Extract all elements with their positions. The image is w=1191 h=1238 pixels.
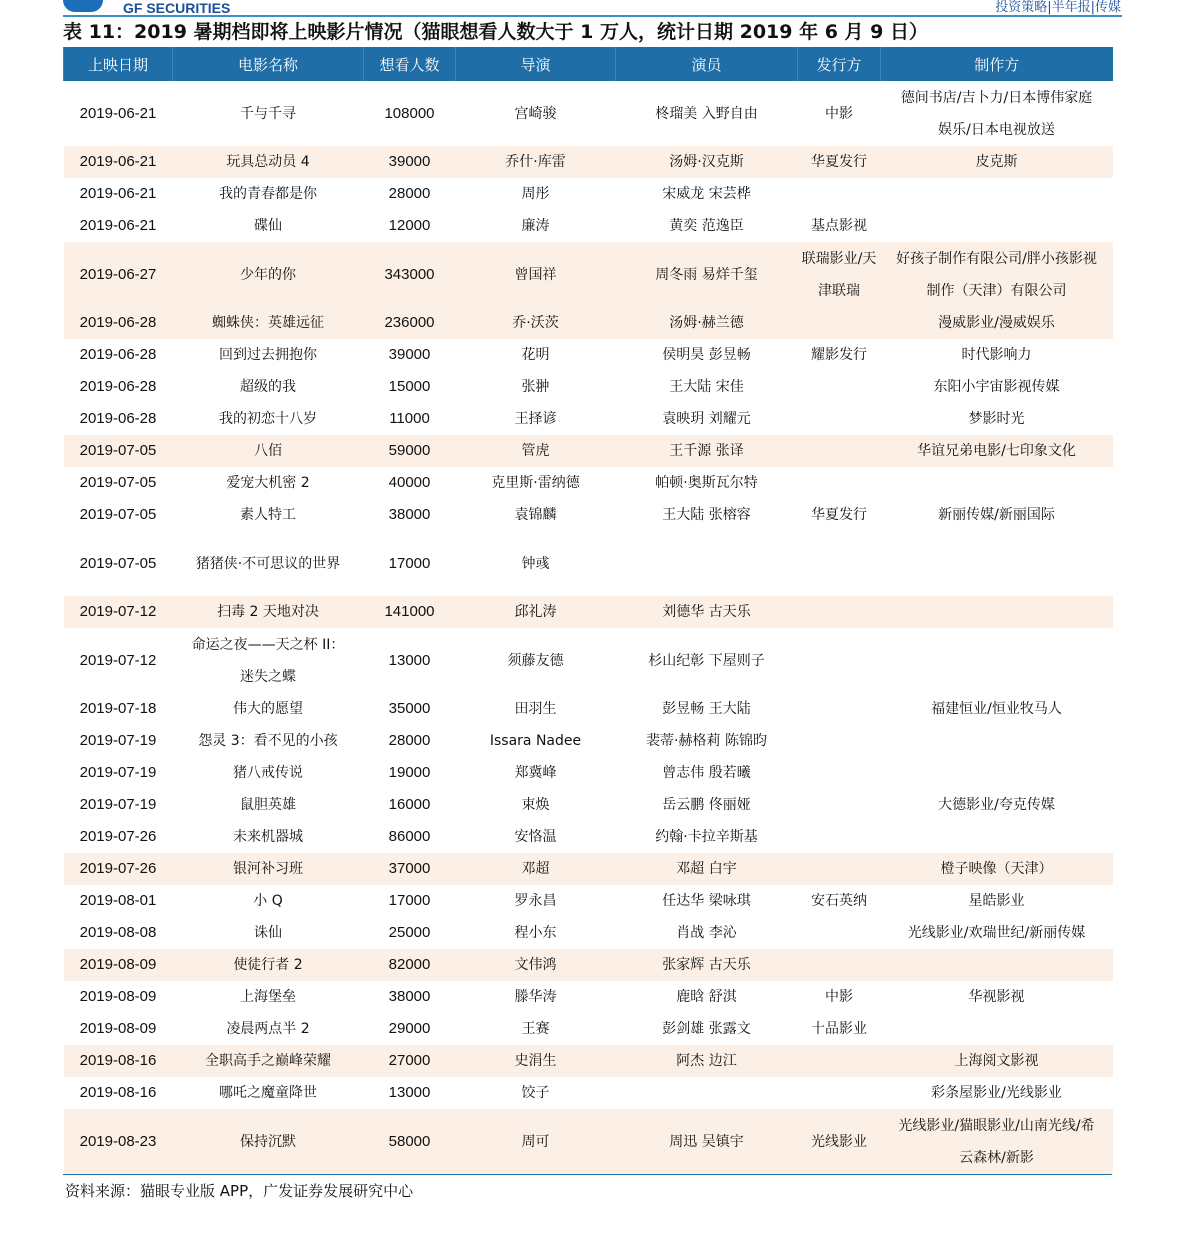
cell-distributor [798, 789, 881, 821]
cell-actors: 帕顿·奥斯瓦尔特 [655, 475, 758, 491]
table-row [64, 949, 1113, 981]
cell-distributor: 中影 [825, 989, 853, 1005]
cell-count: 29000 [388, 1020, 431, 1037]
cell-producer [881, 596, 1113, 628]
cell-actors: 曾志伟 殷若曦 [662, 765, 751, 781]
col-actors: 演员 [616, 47, 798, 81]
cell-producer: 上海阅文影视 [881, 1045, 1113, 1077]
cell-date: 2019-08-16 [79, 1084, 157, 1101]
cell-actors: 邓超 白宇 [616, 853, 798, 885]
cell-producer: 光线影业/欢瑞世纪/新丽传媒 [907, 925, 1086, 941]
brand-logo [63, 0, 230, 15]
table-row [64, 499, 1113, 531]
col-director: 导演 [456, 47, 616, 81]
cell-distributor: 安石英纳 [811, 893, 867, 909]
cell-actors: 阿杰 边江 [616, 1045, 798, 1077]
cell-actors: 汤姆·汉克斯 [616, 146, 798, 178]
cell-director: 乔·沃茨 [456, 307, 616, 339]
table-row [64, 242, 1113, 307]
cell-name: 鼠胆英雄 [240, 797, 296, 813]
cell-producer: 好孩子制作有限公司/胖小孩影视制作（天津）有限公司 [881, 242, 1113, 307]
cell-date: 2019-07-05 [64, 435, 173, 467]
cell-distributor [798, 853, 881, 885]
cell-producer: 彩条屋影业/光线影业 [931, 1085, 1062, 1101]
cell-distributor: 联瑞影业/天津联瑞 [798, 242, 881, 307]
table-row [64, 1045, 1113, 1077]
cell-name: 凌晨两点半 2 [226, 1021, 310, 1037]
table-row [64, 725, 1113, 757]
cell-producer [881, 210, 1113, 242]
logo-text: GF SECURITIES [123, 0, 231, 16]
cell-count: 37000 [364, 853, 456, 885]
cell-name: 我的初恋十八岁 [219, 411, 317, 427]
cell-producer [881, 467, 1113, 499]
cell-date: 2019-08-08 [79, 924, 157, 941]
cell-name: 扫毒 2 天地对决 [173, 596, 364, 628]
cell-actors: 鹿晗 舒淇 [676, 989, 737, 1005]
cell-date: 2019-06-21 [79, 185, 157, 202]
cell-distributor [798, 1045, 881, 1077]
cell-name: 银河补习班 [173, 853, 364, 885]
cell-count: 39000 [364, 146, 456, 178]
cell-actors: 彭剑雄 张露文 [662, 1021, 751, 1037]
report-tag: 投资策略|半年报|传媒 [995, 0, 1121, 15]
cell-producer: 时代影响力 [961, 347, 1032, 363]
cell-distributor: 华夏发行 [811, 507, 867, 523]
cell-actors: 约翰·卡拉辛斯基 [655, 829, 758, 845]
table-row [64, 628, 1113, 693]
films-table [63, 47, 1113, 1174]
cell-date: 2019-07-18 [79, 700, 157, 717]
cell-count: 86000 [388, 828, 431, 845]
cell-producer: 德间书店/吉卜力/日本博伟家庭娱乐/日本电视放送 [900, 89, 1093, 138]
cell-actors: 侯明昊 彭昱畅 [662, 347, 751, 363]
cell-distributor [798, 596, 881, 628]
cell-count: 13000 [388, 651, 431, 669]
cell-count: 141000 [364, 596, 456, 628]
cell-name: 蜘蛛侠：英雄远征 [173, 307, 364, 339]
cell-director: 须藤友德 [507, 652, 564, 669]
cell-producer [881, 725, 1113, 757]
cell-distributor [798, 628, 881, 693]
source-note: 资料来源：猫眼专业版 APP，广发证券发展研究中心 [65, 1182, 414, 1200]
cell-count: 236000 [364, 307, 456, 339]
cell-actors: 刘德华 古天乐 [616, 596, 798, 628]
cell-producer: 福建恒业/恒业牧马人 [931, 701, 1062, 717]
col-name: 电影名称 [173, 47, 364, 81]
table-row [64, 917, 1113, 949]
table-row [64, 853, 1113, 885]
cell-actors: 王大陆 张榕容 [662, 507, 751, 523]
table-row [64, 403, 1113, 435]
cell-distributor [798, 693, 881, 725]
cell-actors: 岳云鹏 佟丽娅 [662, 797, 751, 813]
cell-date: 2019-08-09 [79, 988, 157, 1005]
cell-name: 八佰 [173, 435, 364, 467]
cell-producer [881, 757, 1113, 789]
table-header-row [64, 47, 1113, 81]
table-row [64, 1109, 1113, 1174]
cell-count: 12000 [388, 217, 431, 234]
cell-date: 2019-07-19 [79, 732, 157, 749]
cell-name: 猪猪侠·不可思议的世界 [195, 555, 341, 572]
cell-count: 40000 [388, 474, 431, 491]
cell-director: 田羽生 [514, 701, 557, 717]
cell-director: 张翀 [521, 379, 550, 395]
cell-distributor: 中影 [825, 105, 853, 122]
cell-distributor: 十品影业 [811, 1021, 867, 1037]
cell-actors [616, 1077, 798, 1109]
col-distributor: 发行方 [798, 47, 881, 81]
table-row [64, 467, 1113, 499]
cell-producer: 橙子映像（天津） [881, 853, 1113, 885]
table-row [64, 596, 1113, 628]
cell-date: 2019-06-28 [79, 378, 157, 395]
cell-count: 39000 [388, 346, 431, 363]
table-row [64, 789, 1113, 821]
cell-director: 钟彧 [521, 555, 550, 572]
cell-date: 2019-07-05 [79, 506, 157, 523]
cell-distributor: 光线影业 [798, 1109, 881, 1174]
col-count: 想看人数 [364, 47, 456, 81]
cell-director: 王赛 [521, 1021, 550, 1037]
cell-count: 38000 [388, 506, 431, 523]
cell-actors: 柊瑠美 入野自由 [655, 105, 758, 122]
cell-producer: 大德影业/夸克传媒 [938, 797, 1055, 813]
cell-director: 周可 [456, 1109, 616, 1174]
cell-date: 2019-06-21 [79, 104, 157, 122]
cell-date: 2019-07-26 [64, 853, 173, 885]
table-row [64, 757, 1113, 789]
cell-director: 滕华涛 [514, 989, 557, 1005]
cell-date: 2019-06-21 [79, 217, 157, 234]
cell-director: 廉涛 [521, 218, 550, 234]
table-row [64, 178, 1113, 210]
cell-actors: 张家辉 古天乐 [616, 949, 798, 981]
cell-producer: 光线影业/猫眼影业/山南光线/希云森林/新影 [881, 1109, 1113, 1174]
cell-date: 2019-08-23 [64, 1109, 173, 1174]
cell-director: 罗永昌 [514, 893, 557, 909]
cell-date: 2019-06-28 [79, 346, 157, 363]
table-row [64, 821, 1113, 853]
col-producer: 制作方 [881, 47, 1113, 81]
cell-distributor [798, 307, 881, 339]
cell-count: 58000 [364, 1109, 456, 1174]
cell-director: Issara Nadee [489, 733, 582, 749]
cell-date: 2019-08-09 [64, 949, 173, 981]
cell-name: 哪吒之魔童降世 [219, 1085, 317, 1101]
cell-distributor [798, 917, 881, 949]
cell-name: 伟大的愿望 [233, 701, 303, 717]
cell-actors: 裴蒂·赫格莉 陈锦昀 [646, 733, 767, 749]
cell-count: 13000 [388, 1084, 431, 1101]
cell-director: 程小东 [514, 925, 557, 941]
cell-count: 343000 [364, 242, 456, 307]
logo-mark-icon [63, 0, 103, 12]
cell-distributor [798, 435, 881, 467]
cell-distributor [798, 531, 881, 596]
table-row [64, 371, 1113, 403]
cell-director: 王择谚 [514, 411, 557, 427]
cell-producer: 新丽传媒/新丽国际 [938, 507, 1055, 523]
cell-producer [881, 628, 1113, 693]
cell-producer: 华谊兄弟电影/七印象文化 [881, 435, 1113, 467]
cell-director: 安恪温 [514, 829, 557, 845]
cell-date: 2019-06-27 [64, 242, 173, 307]
cell-count: 59000 [364, 435, 456, 467]
cell-actors: 王大陆 宋佳 [669, 379, 744, 395]
cell-director: 克里斯·雷纳德 [491, 475, 580, 491]
cell-distributor [798, 403, 881, 435]
cell-producer: 皮克斯 [881, 146, 1113, 178]
cell-count: 28000 [388, 185, 431, 202]
table-row [64, 435, 1113, 467]
cell-director: 邱礼涛 [456, 596, 616, 628]
cell-director: 乔什·库雷 [456, 146, 616, 178]
cell-actors: 彭昱畅 王大陆 [662, 701, 751, 717]
cell-distributor: 耀影发行 [811, 347, 867, 363]
cell-distributor [798, 1077, 881, 1109]
cell-actors: 宋威龙 宋芸桦 [662, 186, 751, 202]
cell-count: 15000 [388, 378, 431, 395]
cell-distributor [798, 821, 881, 853]
cell-director: 束焕 [521, 797, 550, 813]
cell-producer: 星皓影业 [968, 893, 1025, 909]
cell-date: 2019-07-12 [64, 596, 173, 628]
cell-director: 曾国祥 [456, 242, 616, 307]
cell-date: 2019-06-21 [64, 146, 173, 178]
cell-director: 周彤 [521, 186, 550, 202]
table-row [64, 339, 1113, 371]
cell-actors: 袁映玥 刘耀元 [662, 411, 751, 427]
cell-actors: 王千源 张译 [616, 435, 798, 467]
cell-count: 19000 [388, 764, 431, 781]
cell-producer [881, 1013, 1113, 1045]
cell-actors [616, 531, 798, 596]
cell-count: 25000 [388, 924, 431, 941]
cell-actors: 周迅 吴镇宇 [616, 1109, 798, 1174]
cell-distributor [798, 757, 881, 789]
cell-distributor: 华夏发行 [798, 146, 881, 178]
cell-distributor [798, 725, 881, 757]
cell-name: 千与千寻 [240, 105, 296, 122]
cell-name: 我的青春都是你 [219, 186, 317, 202]
cell-name: 小 Q [253, 893, 283, 909]
cell-producer: 梦影时光 [968, 411, 1025, 427]
cell-name: 命运之夜——天之杯 II：迷失之蝶 [191, 636, 345, 685]
table-title: 表 11：2019 暑期档即将上映影片情况（猫眼想看人数大于 1 万人，统计日期 2019 年 6 月 9 日） [63, 21, 929, 43]
cell-producer [881, 531, 1113, 596]
cell-date: 2019-07-05 [79, 554, 157, 572]
cell-name: 爱宠大机密 2 [226, 475, 310, 491]
cell-producer [881, 178, 1113, 210]
cell-date: 2019-07-05 [79, 474, 157, 491]
cell-name: 怨灵 3：看不见的小孩 [198, 733, 338, 749]
cell-name: 诛仙 [254, 925, 282, 941]
cell-name: 全职高手之巅峰荣耀 [173, 1045, 364, 1077]
cell-count: 108000 [384, 104, 435, 122]
cell-name: 超级的我 [240, 379, 296, 395]
cell-name: 回到过去拥抱你 [219, 347, 317, 363]
cell-count: 11000 [389, 410, 430, 427]
cell-count: 35000 [388, 700, 431, 717]
cell-date: 2019-08-16 [64, 1045, 173, 1077]
cell-distributor: 基点影视 [811, 218, 867, 234]
table-row [64, 531, 1113, 596]
cell-name: 素人特工 [240, 507, 296, 523]
cell-name: 碟仙 [254, 218, 282, 234]
cell-name: 猪八戒传说 [233, 765, 303, 781]
cell-director: 管虎 [456, 435, 616, 467]
cell-name: 少年的你 [173, 242, 364, 307]
cell-actors: 黄奕 范逸臣 [669, 218, 744, 234]
table-row [64, 307, 1113, 339]
cell-count: 16000 [388, 796, 431, 813]
cell-name: 使徒行者 2 [173, 949, 364, 981]
cell-producer: 东阳小宇宙影视传媒 [933, 379, 1060, 395]
cell-actors: 肖战 李沁 [676, 925, 737, 941]
table-row [64, 693, 1113, 725]
cell-producer: 华视影视 [968, 989, 1025, 1005]
cell-director: 郑冀峰 [514, 765, 557, 781]
cell-name: 保持沉默 [173, 1109, 364, 1174]
table-row [64, 1077, 1113, 1109]
cell-date: 2019-08-01 [79, 892, 157, 909]
cell-actors: 任达华 梁咏琪 [662, 893, 751, 909]
cell-director: 史涓生 [456, 1045, 616, 1077]
cell-director: 宫崎骏 [514, 105, 557, 122]
cell-count: 17000 [388, 554, 431, 572]
cell-count: 27000 [364, 1045, 456, 1077]
cell-date: 2019-07-26 [79, 828, 157, 845]
cell-date: 2019-07-19 [79, 764, 157, 781]
cell-distributor [798, 178, 881, 210]
cell-actors: 周冬雨 易烊千玺 [616, 242, 798, 307]
cell-actors: 汤姆·赫兰德 [616, 307, 798, 339]
cell-director: 花明 [521, 347, 550, 363]
cell-name: 上海堡垒 [240, 989, 296, 1005]
cell-date: 2019-07-12 [79, 651, 157, 669]
cell-count: 17000 [388, 892, 431, 909]
table-row [64, 81, 1113, 146]
cell-distributor [798, 949, 881, 981]
table-bottom-rule [63, 1174, 1112, 1175]
cell-director: 邓超 [456, 853, 616, 885]
cell-actors: 杉山纪彰 下屋则子 [648, 652, 765, 669]
cell-name: 未来机器城 [233, 829, 303, 845]
table-row [64, 1013, 1113, 1045]
col-date: 上映日期 [64, 47, 173, 81]
cell-distributor [798, 467, 881, 499]
cell-director: 饺子 [521, 1085, 550, 1101]
cell-director: 文伟鸿 [456, 949, 616, 981]
cell-director: 袁锦麟 [514, 507, 557, 523]
table-row [64, 210, 1113, 242]
table-row [64, 885, 1113, 917]
cell-name: 玩具总动员 4 [173, 146, 364, 178]
cell-count: 82000 [364, 949, 456, 981]
cell-producer [881, 821, 1113, 853]
cell-date: 2019-07-19 [79, 796, 157, 813]
cell-count: 38000 [388, 988, 431, 1005]
table-row [64, 981, 1113, 1013]
cell-count: 28000 [388, 732, 431, 749]
cell-producer [881, 949, 1113, 981]
cell-date: 2019-08-09 [79, 1020, 157, 1037]
cell-date: 2019-06-28 [64, 307, 173, 339]
cell-distributor [798, 371, 881, 403]
cell-date: 2019-06-28 [79, 410, 157, 427]
table-row [64, 146, 1113, 178]
cell-producer: 漫威影业/漫威娱乐 [881, 307, 1113, 339]
table-section [63, 47, 1112, 1201]
